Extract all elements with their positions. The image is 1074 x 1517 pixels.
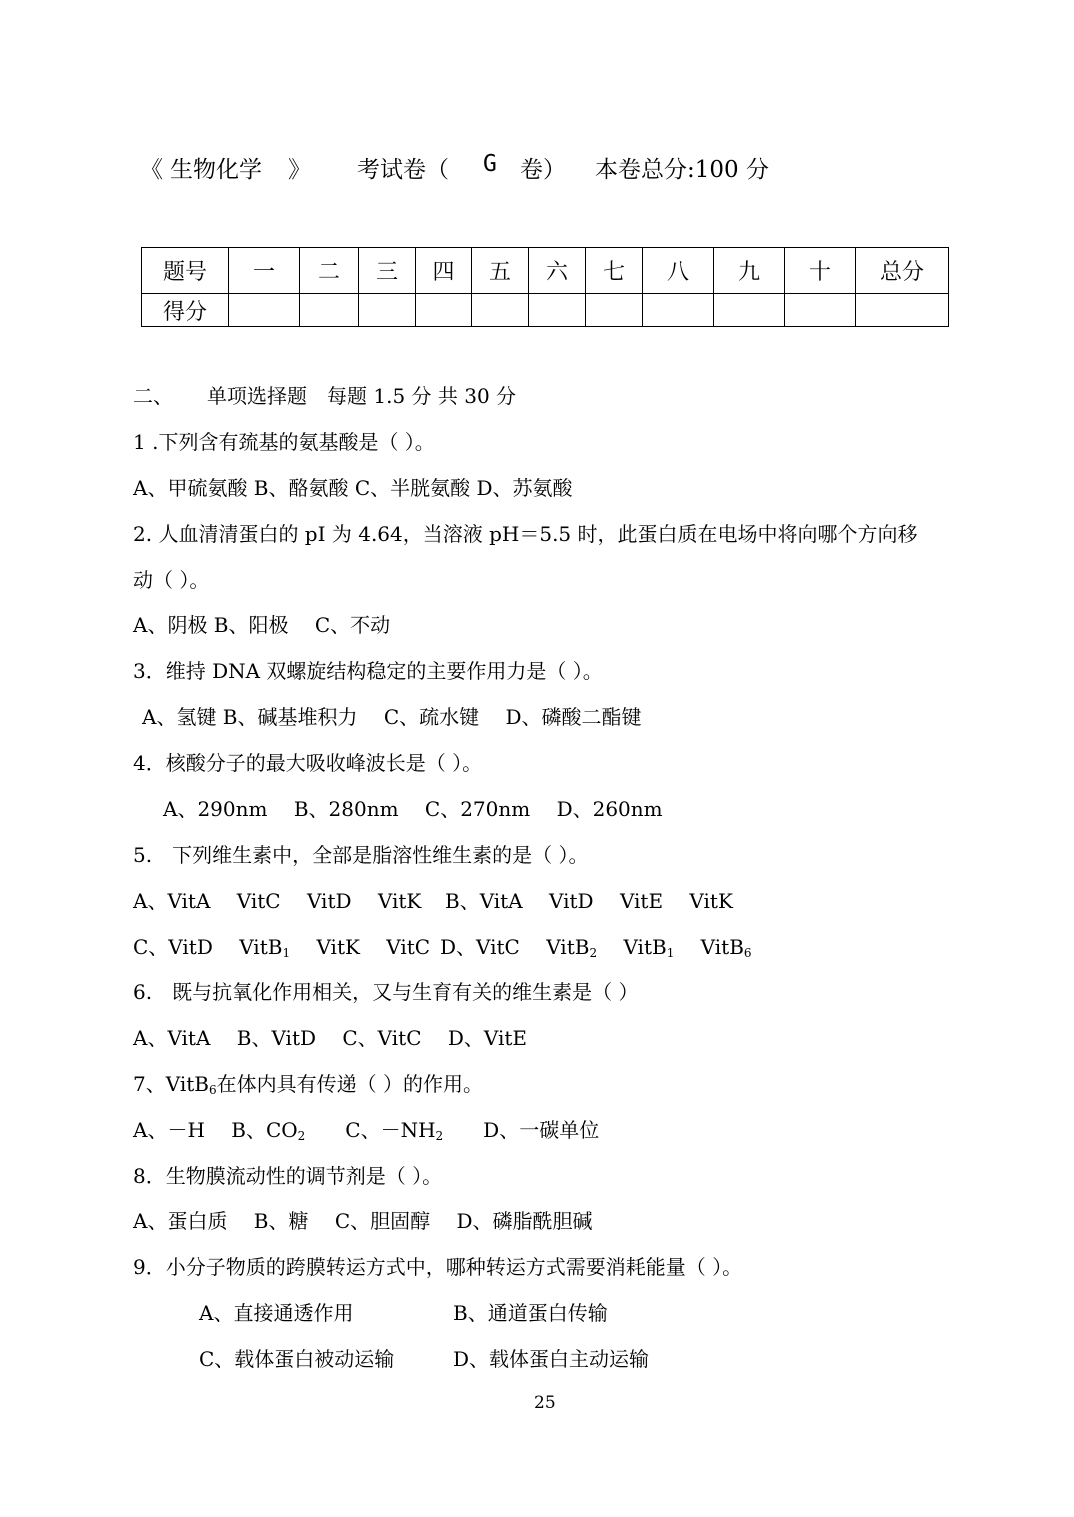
question-3-options: A、氢键 B、碱基堆积力 C、疏水键 D、磷酸二酯键: [142, 705, 642, 729]
question-1: 1 .下列含有巯基的氨基酸是（ ）。: [133, 430, 435, 454]
score-cell[interactable]: [359, 294, 416, 327]
score-cell[interactable]: [472, 294, 529, 327]
question-3: 3．维持 DNA 双螺旋结构稳定的主要作用力是（ ）。: [133, 659, 603, 683]
table-header-cell: 四: [416, 248, 472, 294]
course-name: 生物化学: [170, 157, 262, 183]
score-cell[interactable]: [856, 294, 949, 327]
question-9-option-b: B、通道蛋白传输: [453, 1301, 608, 1325]
question-7: 7、VitB$_6$在体内具有传递（ ）的作用。: [133, 1072, 483, 1097]
question-5-option-a: A、VitA VitC VitD VitK: [133, 889, 422, 913]
table-header-cell: 二: [300, 248, 359, 294]
score-row-label: 得分: [142, 294, 229, 327]
question-4: 4．核酸分子的最大吸收峰波长是（ ）。: [133, 751, 483, 775]
score-cell[interactable]: [300, 294, 359, 327]
table-header-cell: 九: [714, 248, 785, 294]
question-2-options: A、阴极 B、阳极 C、不动: [133, 613, 391, 637]
question-8-options: A、蛋白质 B、糖 C、胆固醇 D、磷脂酰胆碱: [133, 1209, 593, 1233]
table-header-cell: 六: [529, 248, 586, 294]
paper-version: G: [483, 151, 497, 177]
question-1-options: A、甲硫氨酸 B、酪氨酸 C、半胱氨酸 D、苏氨酸: [133, 476, 573, 500]
table-header-cell: 题号: [142, 248, 229, 294]
score-cell[interactable]: [229, 294, 300, 327]
table-header-cell: 总分: [856, 248, 949, 294]
question-5-option-d: D、VitC VitB$_2$ VitB$_1$ VitB$_6$: [440, 935, 752, 960]
question-7-options: A、－H B、$CO_2$ C、$-NH_2$ D、一碳单位: [133, 1118, 600, 1143]
total-score: 本卷总分:100 分: [595, 157, 769, 183]
exam-paper-label: 考试卷（: [357, 157, 449, 183]
title-bracket-left: 《: [140, 157, 163, 183]
question-5-option-b: B、VitA VitD VitE VitK: [445, 889, 733, 913]
question-2-continued: 动（ ）。: [133, 568, 210, 592]
section-number: 二、: [133, 384, 173, 408]
question-5: 5. 下列维生素中，全部是脂溶性维生素的是（ ）。: [133, 843, 589, 867]
question-6-options: A、VitA B、VitD C、VitC D、VitE: [133, 1026, 528, 1050]
title-bracket-right: 》: [288, 157, 311, 183]
page-number: 25: [534, 1393, 556, 1413]
question-9-option-a: A、直接通透作用: [199, 1301, 354, 1325]
table-header-cell: 八: [643, 248, 714, 294]
score-cell[interactable]: [643, 294, 714, 327]
question-9-option-d: D、载体蛋白主动运输: [453, 1347, 650, 1371]
question-6: 6. 既与抗氧化作用相关，又与生育有关的维生素是（ ）: [133, 980, 639, 1004]
score-cell[interactable]: [416, 294, 472, 327]
table-header-cell: 三: [359, 248, 416, 294]
question-2: 2. 人血清清蛋白的 pI 为 4.64，当溶液 pH＝5.5 时，此蛋白质在电场中将向哪个方向移: [133, 522, 918, 546]
table-header-cell: 七: [586, 248, 643, 294]
score-table: [141, 247, 949, 327]
question-9: 9．小分子物质的跨膜转运方式中，哪种转运方式需要消耗能量（ ）。: [133, 1255, 743, 1279]
score-cell[interactable]: [714, 294, 785, 327]
score-cell[interactable]: [586, 294, 643, 327]
score-table-score-row: [142, 294, 949, 327]
question-8: 8．生物膜流动性的调节剂是（ ）。: [133, 1164, 443, 1188]
score-cell[interactable]: [785, 294, 856, 327]
exam-paper-end: 卷）: [520, 157, 566, 183]
table-header-cell: 一: [229, 248, 300, 294]
score-table-header-row: [142, 248, 949, 294]
question-4-options: A、290nm B、280nm C、270nm D、260nm: [163, 797, 663, 821]
section-title: 单项选择题 每题 1.5 分 共 30 分: [207, 384, 517, 408]
question-5-option-c: C、VitD VitB$_1$ VitK VitC: [133, 935, 431, 960]
table-header-cell: 十: [785, 248, 856, 294]
score-cell[interactable]: [529, 294, 586, 327]
table-header-cell: 五: [472, 248, 529, 294]
question-9-option-c: C、载体蛋白被动运输: [199, 1347, 395, 1371]
